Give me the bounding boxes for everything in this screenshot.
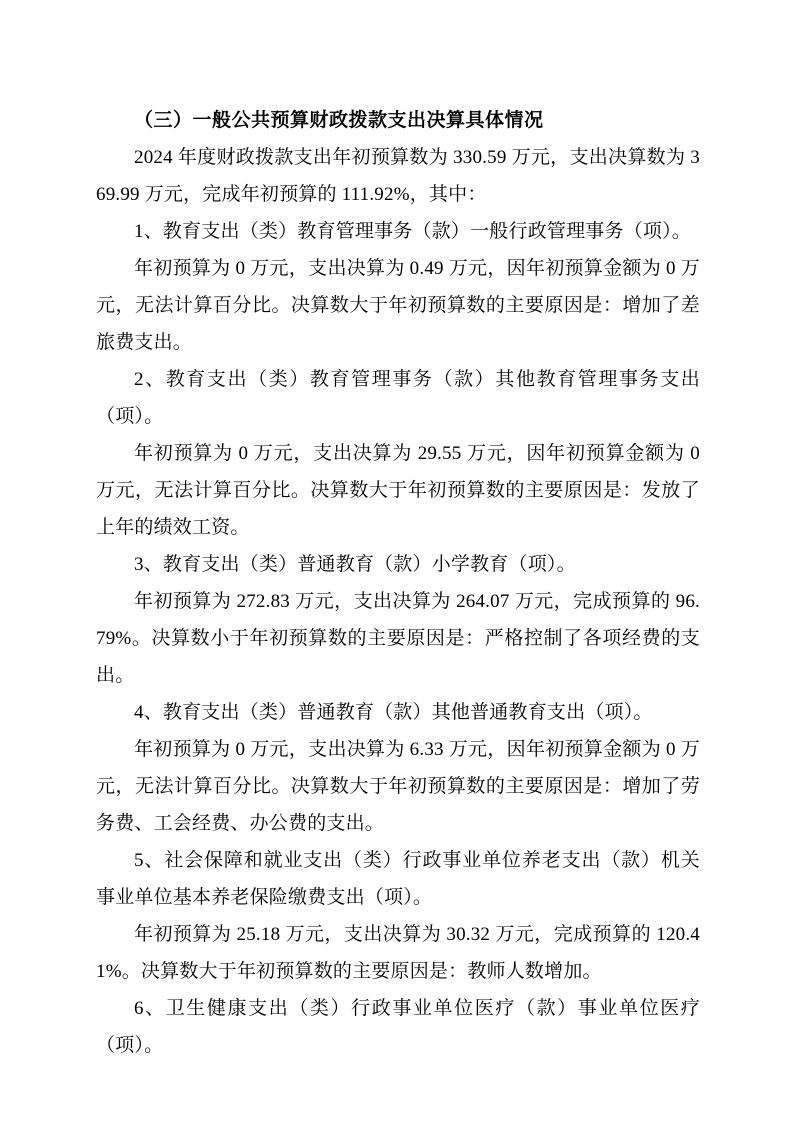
- paragraph-item-1: 1、教育支出（类）教育管理事务（款）一般行政管理事务（项）。: [134, 221, 692, 242]
- paragraph-item-3-detail: 年初预算为 272.83 万元，支出决算为 264.07 万元，完成预算的 96.79%。决算数小于年初预算数的主要原因是：严格控制了各项经费的支出。: [96, 591, 700, 686]
- paragraph-item-6: 6、卫生健康支出（类）行政事业单位医疗（款）事业单位医疗（项）。: [96, 998, 700, 1056]
- paragraph-item-2: 2、教育支出（类）教育管理事务（款）其他教育管理事务支出（项）。: [96, 369, 700, 427]
- paragraph-item-1-detail: 年初预算为 0 万元，支出决算为 0.49 万元，因年初预算金额为 0 万元，无法计算百分比。决算数大于年初预算数的主要原因是：增加了差旅费支出。: [96, 258, 700, 353]
- paragraph-item-3: 3、教育支出（类）普通教育（款）小学教育（项）。: [134, 554, 576, 575]
- paragraph-item-4-detail: 年初预算为 0 万元，支出决算为 6.33 万元，因年初预算金额为 0 万元，无法计算百分比。决算数大于年初预算数的主要原因是：增加了劳务费、工会经费、办公费的支出。: [96, 739, 700, 834]
- paragraph-item-5: 5、社会保障和就业支出（类）行政事业单位养老支出（款）机关事业单位基本养老保险缴费支出（项）。: [96, 850, 700, 908]
- paragraph-intro: 2024 年度财政拨款支出年初预算数为 330.59 万元，支出决算数为 369.99 万元，完成年初预算的 111.92%，其中：: [96, 147, 700, 205]
- section-heading: （三）一般公共预算财政拨款支出决算具体情况: [134, 110, 544, 131]
- paragraph-item-2-detail: 年初预算为 0 万元，支出决算为 29.55 万元，因年初预算金额为 0 万元，无法计算百分比。决算数大于年初预算数的主要原因是：发放了上年的绩效工资。: [96, 443, 700, 538]
- paragraph-item-4: 4、教育支出（类）普通教育（款）其他普通教育支出（项）。: [134, 702, 653, 723]
- paragraph-item-5-detail: 年初预算为 25.18 万元，支出决算为 30.32 万元，完成预算的 120.41%。决算数大于年初预算数的主要原因是：教师人数增加。: [96, 924, 700, 982]
